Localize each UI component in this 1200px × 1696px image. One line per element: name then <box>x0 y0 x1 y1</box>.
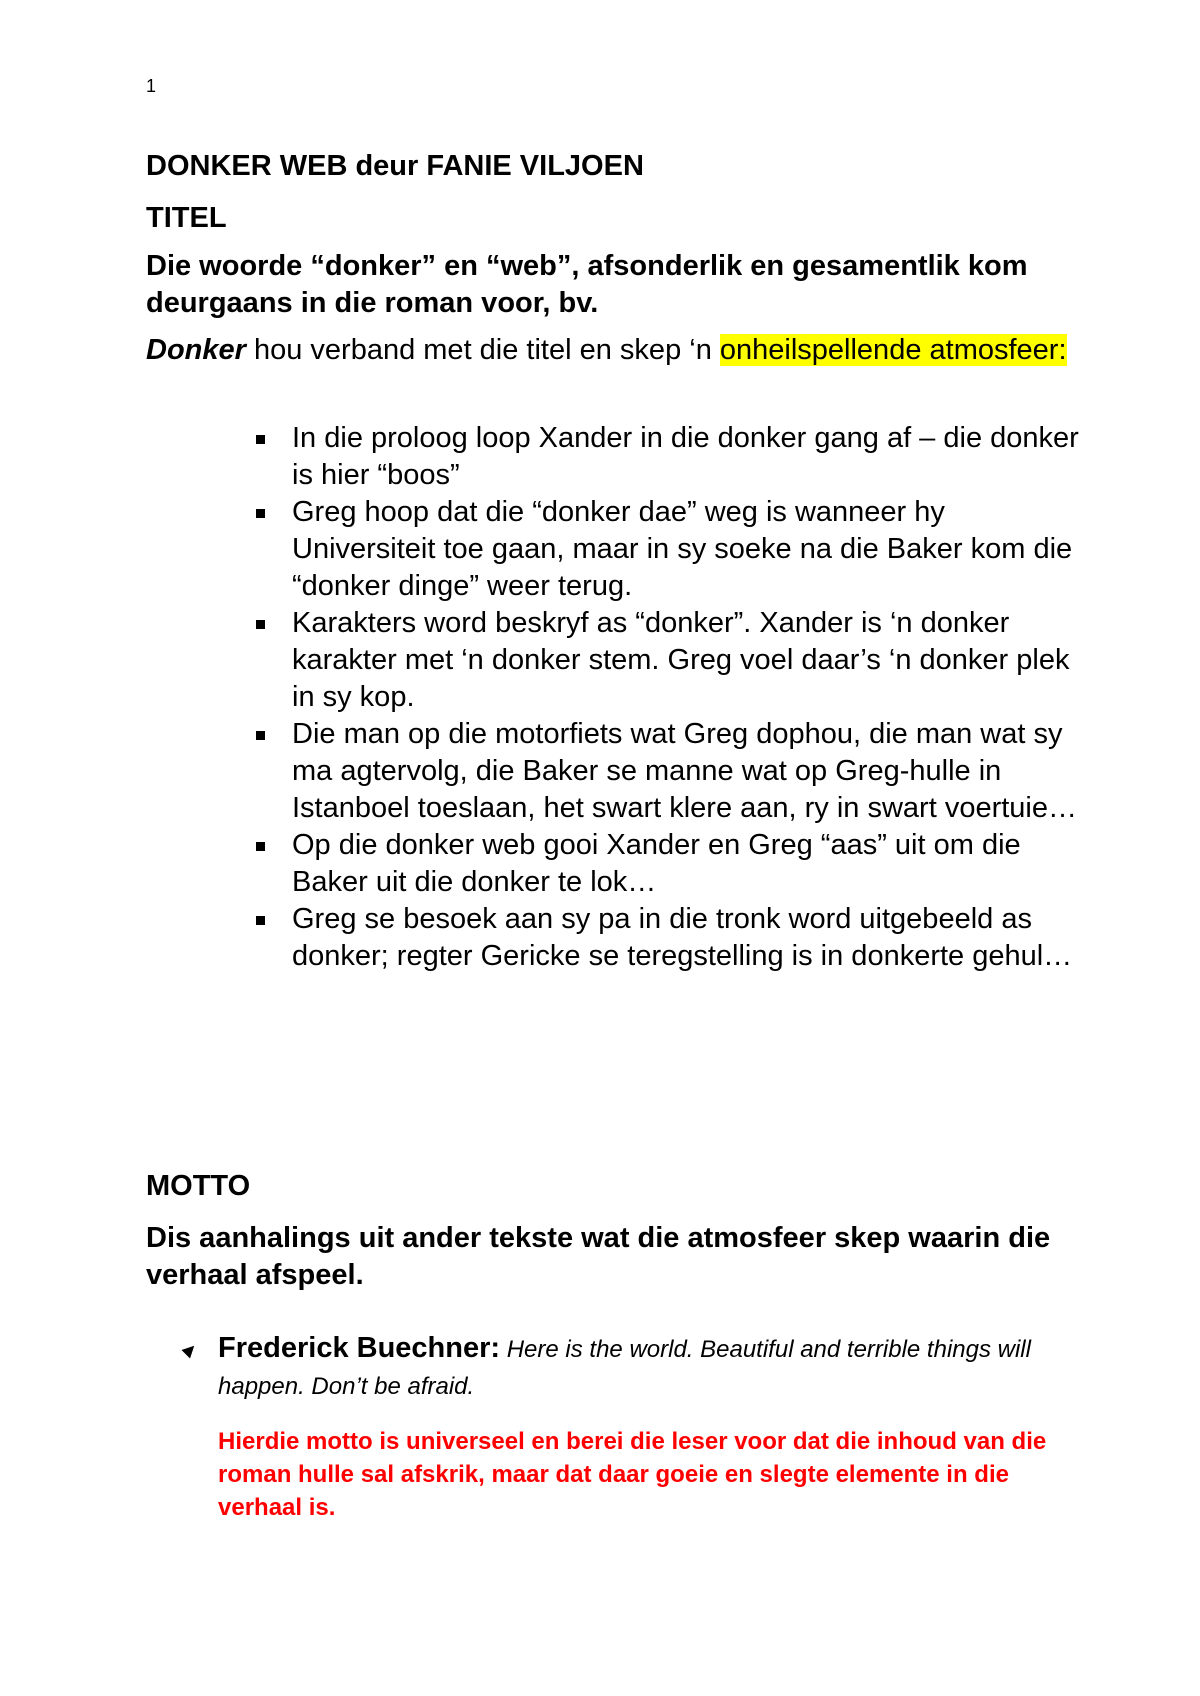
titel-bullet-list <box>292 420 1082 975</box>
list-item <box>292 494 1082 605</box>
square-bullet-icon <box>256 509 265 518</box>
list-item-text: In die proloog loop Xander in die donker gang af – die donker is hier “boos” <box>292 422 1079 491</box>
intro-text: hou verband met die titel en skep ‘n <box>245 334 720 366</box>
motto-line <box>218 1330 1078 1405</box>
intro-highlight: onheilspellende atmosfeer: <box>719 334 1067 366</box>
section-heading-titel: TITEL <box>146 202 227 234</box>
motto-comment: Hierdie motto is universeel en berei die leser voor dat die inhoud van die roman hulle sal afskrik, maar dat daar goeie en slegte elemente in die verhaal is. <box>218 1428 1047 1521</box>
motto-author: Frederick Buechner: <box>218 1332 501 1364</box>
document-title: DONKER WEB deur FANIE VILJOEN <box>146 150 644 182</box>
list-item <box>292 420 1082 494</box>
page-number: 1 <box>146 76 157 96</box>
list-item <box>292 716 1082 827</box>
square-bullet-icon <box>256 916 265 925</box>
square-bullet-icon <box>256 620 265 629</box>
arrow-bullet-icon <box>182 1342 199 1359</box>
motto-quote-block <box>218 1330 1078 1524</box>
square-bullet-icon <box>256 842 265 851</box>
square-bullet-icon <box>256 731 265 740</box>
list-item <box>292 827 1082 901</box>
motto-quote: Here is the world. Beautiful and terrible things will happen. Don’t be afraid. <box>218 1336 1031 1400</box>
intro-emphasis: Donker <box>146 334 246 366</box>
square-bullet-icon <box>256 435 265 444</box>
list-item-text: Op die donker web gooi Xander en Greg “aas” uit om die Baker uit die donker te lok… <box>292 829 1021 898</box>
list-item-text: Karakters word beskryf as “donker”. Xander is ‘n donker karakter met ‘n donker stem. Greg voel daar’s ‘n donker plek in sy kop. <box>292 607 1070 713</box>
list-item <box>292 901 1082 975</box>
titel-lead-paragraph: Die woorde “donker” en “web”, afsonderlik en gesamentlik kom deurgaans in die roman voor, bv. <box>146 250 1028 319</box>
list-item-text: Die man op die motorfiets wat Greg dophou, die man wat sy ma agtervolg, die Baker se manne wat op Greg-hulle in Istanboel toeslaan, het swart klere aan, ry in swart voertuie… <box>292 718 1077 824</box>
list-item <box>292 605 1082 716</box>
motto-lead-paragraph: Dis aanhalings uit ander tekste wat die atmosfeer skep waarin die verhaal afspeel. <box>146 1222 1051 1291</box>
list-item-text: Greg hoop dat die “donker dae” weg is wanneer hy Universiteit toe gaan, maar in sy soeke na die Baker kom die “donker dinge” weer terug. <box>292 496 1073 602</box>
section-heading-motto: MOTTO <box>146 1170 251 1202</box>
titel-intro-paragraph <box>146 332 1086 369</box>
list-item-text: Greg se besoek aan sy pa in die tronk word uitgebeeld as donker; regter Gericke se teregstelling is in donkerte gehul… <box>292 903 1073 972</box>
